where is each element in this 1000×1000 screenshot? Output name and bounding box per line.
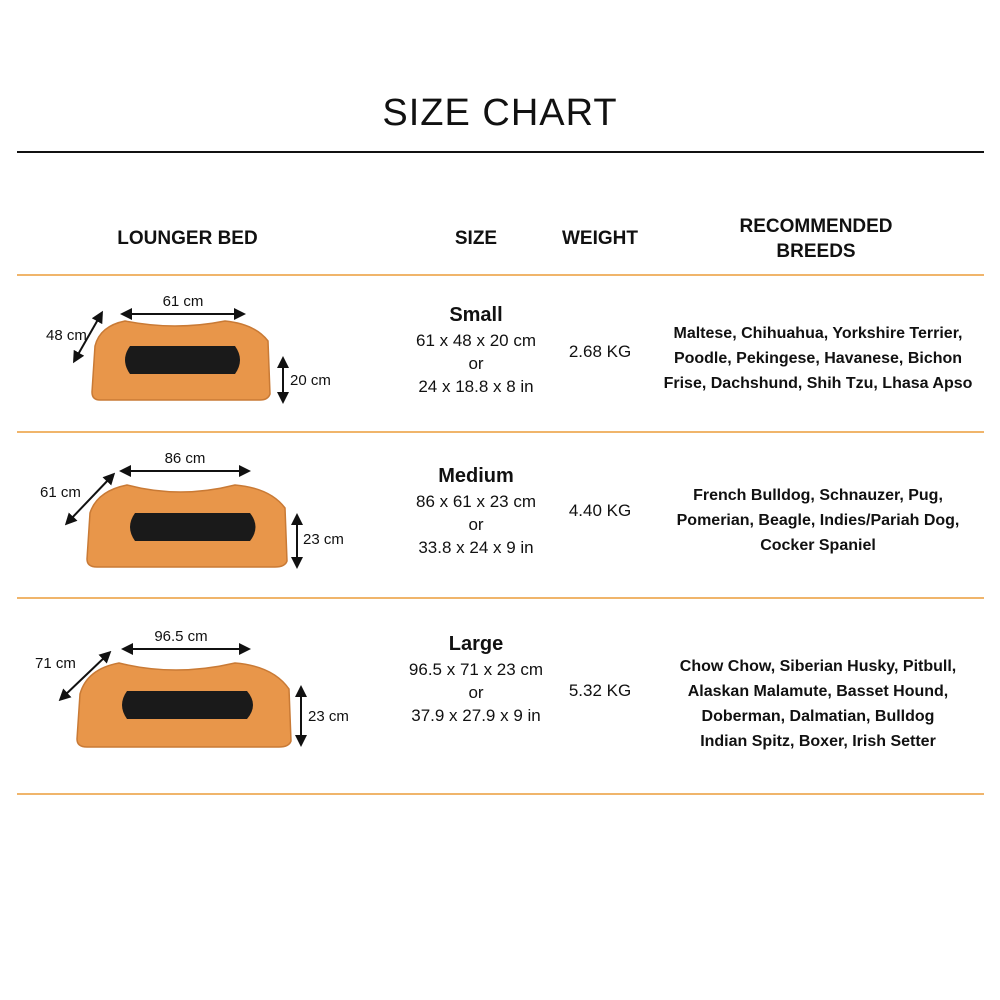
size-or: or — [468, 515, 484, 534]
header-weight: WEIGHT — [562, 228, 638, 249]
breeds-line: Indian Spitz, Boxer, Irish Setter — [700, 733, 936, 750]
breeds-line: Poodle, Pekingese, Havanese, Bichon — [673, 350, 963, 367]
dim-length-label: 86 cm — [164, 450, 206, 467]
breeds-line: Maltese, Chihuahua, Yorkshire Terrier, — [673, 325, 963, 342]
header-breeds-line2: BREEDS — [776, 241, 856, 262]
breeds-line: Pomerian, Beagle, Indies/Pariah Dog, — [676, 512, 960, 529]
title-divider — [17, 151, 984, 153]
size-row-large — [0, 599, 1000, 793]
size-cell — [396, 463, 556, 559]
breeds-line: Doberman, Dalmatian, Bulldog — [701, 708, 935, 725]
header-size: SIZE — [454, 228, 498, 249]
breeds-line: Alaskan Malamute, Basset Hound, — [687, 683, 949, 700]
dim-height-label: 20 cm — [290, 372, 331, 389]
size-metric: 96.5 x 71 x 23 cm — [408, 660, 544, 679]
size-name: Medium — [438, 465, 514, 487]
weight-value: 5.32 KG — [568, 681, 632, 700]
bed-illustration-medium — [35, 443, 365, 583]
size-name: Small — [449, 304, 503, 326]
dim-width-label: 48 cm — [46, 327, 87, 344]
dim-length-label: 61 cm — [162, 293, 204, 310]
size-name: Large — [448, 633, 504, 655]
row-divider — [17, 793, 984, 795]
size-cell — [396, 631, 556, 727]
breeds-line: Cocker Spaniel — [760, 537, 876, 554]
header-recommended-breeds — [706, 214, 926, 264]
breeds-line: French Bulldog, Schnauzer, Pug, — [693, 487, 943, 504]
header-lounger-bed: LOUNGER BED — [117, 228, 258, 249]
size-row-medium — [0, 433, 1000, 597]
size-cell — [396, 302, 556, 398]
breeds-line: Frise, Dachshund, Shih Tzu, Lhasa Apso — [663, 375, 973, 392]
dim-width-label: 61 cm — [40, 484, 81, 501]
size-imperial: 37.9 x 27.9 x 9 in — [411, 706, 541, 725]
breeds-cell — [648, 654, 988, 754]
header-breeds-line1: RECOMMENDED — [739, 216, 893, 237]
size-or: or — [468, 683, 484, 702]
page-title: SIZE CHART — [382, 92, 618, 134]
bed-illustration-small — [40, 286, 350, 416]
breeds-line: Chow Chow, Siberian Husky, Pitbull, — [679, 658, 957, 675]
dim-width-label: 71 cm — [35, 655, 76, 672]
size-row-small — [0, 276, 1000, 431]
weight-value: 4.40 KG — [568, 501, 632, 520]
dim-height-label: 23 cm — [308, 708, 349, 725]
dim-height-label: 23 cm — [303, 531, 344, 548]
bed-illustration-large — [35, 619, 375, 764]
weight-value: 2.68 KG — [568, 342, 632, 361]
size-or: or — [468, 354, 484, 373]
dim-length-label: 96.5 cm — [154, 628, 208, 645]
breeds-cell — [648, 483, 988, 558]
size-imperial: 24 x 18.8 x 8 in — [418, 377, 534, 396]
breeds-cell — [648, 321, 988, 396]
size-imperial: 33.8 x 24 x 9 in — [418, 538, 534, 557]
size-metric: 61 x 48 x 20 cm — [415, 331, 536, 350]
size-metric: 86 x 61 x 23 cm — [415, 492, 536, 511]
